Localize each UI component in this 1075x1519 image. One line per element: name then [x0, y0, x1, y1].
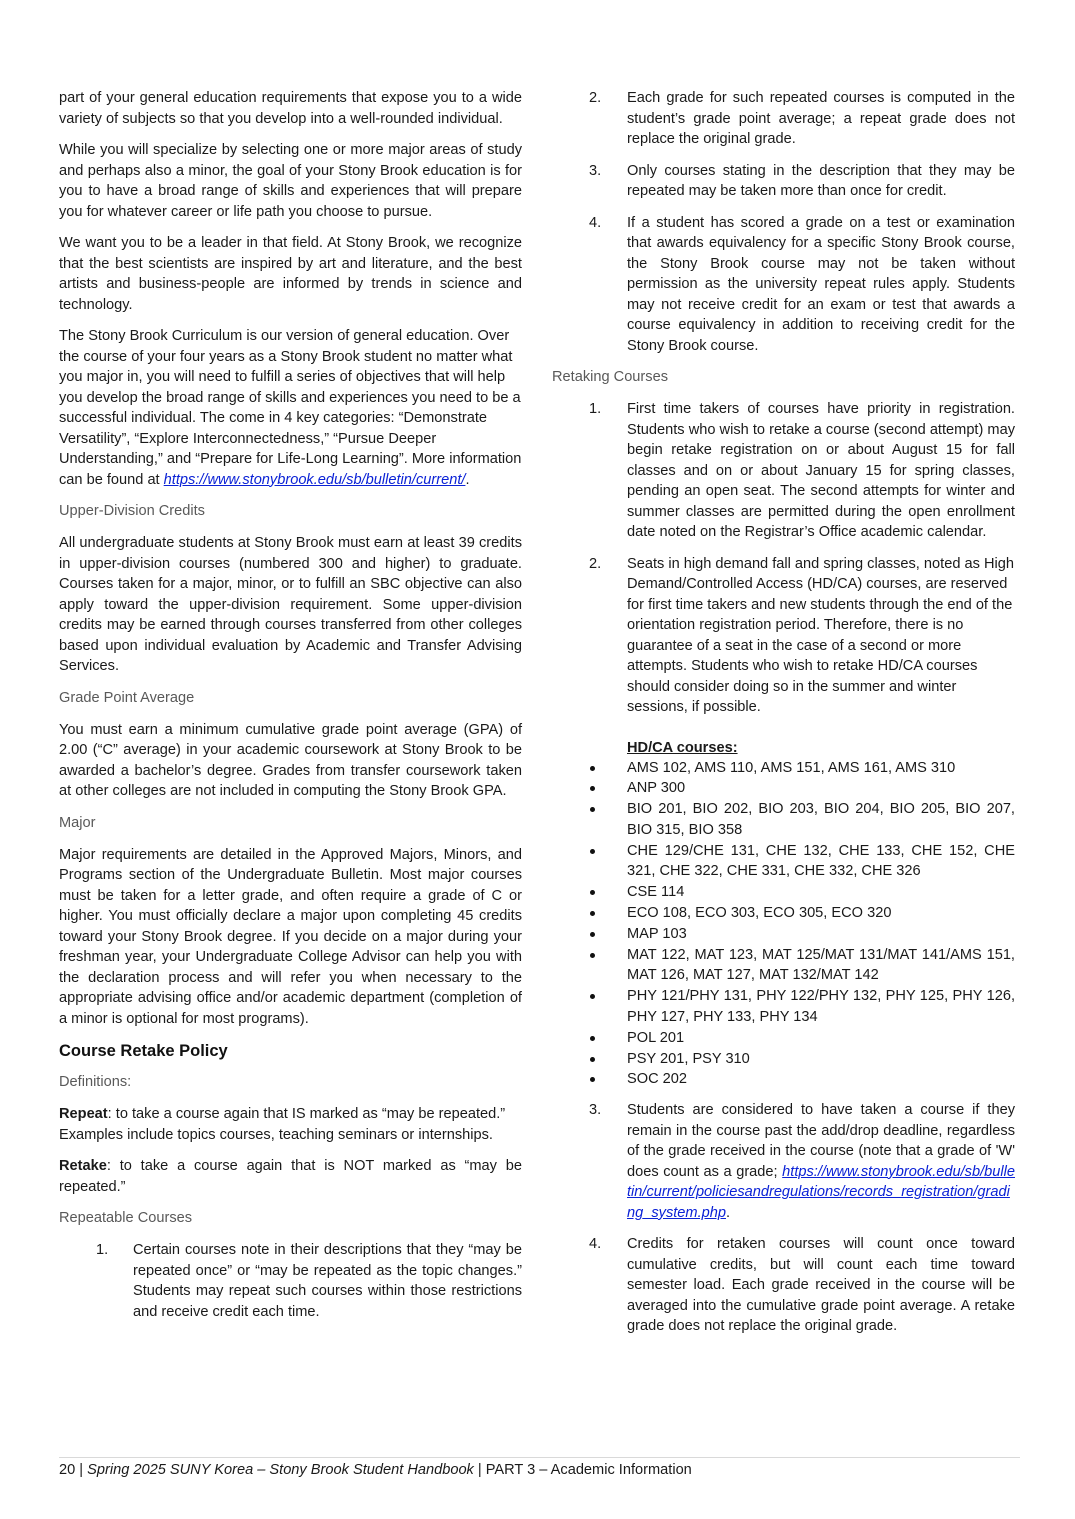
intro-paragraph: We want you to be a leader in that field. At Stony Brook, we recognize that the best scientists are inspired by art and literature, and the best artists and business-people are informed by trends in science and technology. — [59, 235, 522, 313]
bullet-icon — [590, 849, 595, 854]
list-item: 1. First time takers of courses have priority in registration. Students who wish to retake a course (second attempt) may begin retake registration on or about August 15 for fall classes and on or about January 15 for spring classes, pending an open seat. The second attempts for winter and summer classes are permitted during the open enrollment date noted on the Registrar’s Office academic calendar. — [589, 401, 1015, 540]
hdca-course-item: CHE 129/CHE 131, CHE 132, CHE 133, CHE 152, CHE 321, CHE 322, CHE 331, CHE 332, CHE 326 — [552, 841, 1015, 883]
hdca-courses-title: HD/CA courses: — [627, 739, 738, 756]
bullet-icon — [590, 766, 595, 771]
retaking-courses-heading: Retaking Courses — [552, 369, 668, 385]
upper-division-paragraph: All undergraduate students at Stony Brook must earn at least 39 credits in upper-division courses (numbered 300 and higher) to graduate. Courses taken for a major, minor, or to fulfill an SBC objective can also apply toward the upper-division requirement. Some upper-division credits may be earned through courses transferred from other colleges based upon individual evaluation by Academic and Transfer Advising Services. — [59, 535, 522, 674]
grading-system-link[interactable]: https://www.stonybrook.edu/sb/bulletin/current/policiesandregulations/records_registration/grading_system.php — [627, 1163, 1015, 1221]
retaking-courses-list-continued — [552, 1100, 1015, 1337]
footer-divider — [59, 1457, 1020, 1458]
hdca-course-item: MAP 103 — [552, 924, 1015, 945]
hdca-course-item: AMS 102, AMS 110, AMS 151, AMS 161, AMS 310 — [552, 758, 1015, 779]
retake-definition: Retake: to take a course again that is NOT marked as “may be repeated.” — [59, 1158, 522, 1195]
bullet-icon — [590, 786, 595, 791]
list-item: 2. Seats in high demand fall and spring classes, noted as High Demand/Controlled Access (HD/CA) courses, are reserved for first time takers and new students through the end of the orientation registration period. Therefore, there is no guarantee of a seat in the case of a second or more attempts. Students who wish to retake HD/CA courses should consider doing so in the summer and winter sessions, if possible. HD/CA courses: — [589, 555, 1014, 756]
hdca-course-item: SOC 202 — [552, 1069, 1015, 1090]
curriculum-paragraph: The Stony Brook Curriculum is our version of general education. Over the course of your four years as a Stony Brook student no matter what you major in, you will need to fulfill a series of objectives that will help you develop the broad range of skills and experiences you need to be a successful individual. The come in 4 key categories: “Demonstrate Versatility”, “Explore Interconnectedness,” “Pursue Deeper Understanding,” and “Prepare for Life-Long Learning”. More information can be found at https://www.stonybrook.edu/sb/bulletin/current/. — [59, 328, 522, 488]
gpa-paragraph: You must earn a minimum cumulative grade point average (GPA) of 2.00 (“C” average) in your academic coursework at Stony Brook to be awarded a bachelor’s degree. Grades from transfer coursework taken at other colleges are not included in computing the Stony Brook GPA. — [59, 721, 522, 799]
hdca-courses-list — [552, 758, 1015, 1091]
bullet-icon — [590, 994, 595, 999]
intro-paragraph: part of your general education requirements that expose you to a wide variety of subjects so that you develop into a well-rounded individual. — [59, 90, 522, 127]
course-retake-policy-heading: Course Retake Policy — [59, 1042, 228, 1060]
repeatable-courses-list-continued — [552, 88, 1015, 356]
bullet-icon — [590, 911, 595, 916]
bullet-icon — [590, 953, 595, 958]
intro-paragraph: While you will specialize by selecting one or more major areas of study and perhaps also a minor, the goal of your Stony Brook education is for you to have a broad range of skills and experiences that will prepare you for whatever career or life path you choose to pursue. — [59, 142, 522, 220]
list-item: 1. Certain courses note in their descriptions that they “may be repeated once” or “may be repeated as the topic changes.” Students may repeat such courses within those restrictions and receive credit each time. — [96, 1242, 522, 1320]
major-paragraph: Major requirements are detailed in the Approved Majors, Minors, and Programs section of the Undergraduate Bulletin. Most major courses must be taken for a letter grade, and often require a grade of C or higher. You must officially declare a major upon completing 45 credits toward your Stony Brook degree. If you decide on a major during your freshman year, your Undergraduate College Advisor can help you with the declaration process and will refer you when necessary to the appropriate advising office and/or academic department (completion of a minor is optional for most programs). — [59, 846, 522, 1027]
list-item: 4. If a student has scored a grade on a test or examination that awards equivalency for a specific Stony Brook course, the Stony Brook course may not be taken without permission as the university repeat rules apply. Students may not receive credit for an exam or test that awards a course equivalency in addition to receiving credit for the Stony Brook course. — [589, 214, 1015, 354]
list-item: 4. Credits for retaken courses will count once toward cumulative credits, but will count each time toward semester load. Each grade received in the course will be averaged into the cumulative grade point average. A retake grade does not replace the original grade. — [589, 1236, 1015, 1335]
bullet-icon — [590, 1057, 595, 1062]
retake-term: Retake — [59, 1158, 107, 1174]
list-item: 3. Only courses stating in the description that they may be repeated may be taken more than once for credit. — [589, 162, 1015, 199]
hdca-course-item: ANP 300 — [552, 778, 1015, 799]
list-item: 3. Students are considered to have taken a course if they remain in the course past the add/drop deadline, regardless of the grade received in the course (note that a grade of 'W' does count as a grade; https://www.stonybrook.edu/sb/bulletin/current/policiesandregulations/records_registration/grading_system.php. — [589, 1102, 1015, 1221]
bullet-icon — [590, 1077, 595, 1082]
bullet-icon — [590, 807, 595, 812]
definitions-heading: Definitions: — [59, 1074, 132, 1090]
bullet-icon — [590, 932, 595, 937]
gpa-heading: Grade Point Average — [59, 689, 195, 706]
repeat-term: Repeat — [59, 1106, 108, 1122]
bulletin-link[interactable]: https://www.stonybrook.edu/sb/bulletin/current/ — [163, 471, 466, 488]
repeatable-courses-heading: Repeatable Courses — [59, 1210, 193, 1226]
bullet-icon — [590, 1036, 595, 1041]
hdca-course-item: CSE 114 — [552, 882, 1015, 903]
section-title: PART 3 – Academic Information — [485, 1462, 692, 1478]
hdca-course-item: ECO 108, ECO 303, ECO 305, ECO 320 — [552, 903, 1015, 924]
repeat-definition: Repeat: to take a course again that IS marked as “may be repeated.” Examples include topics courses, teaching seminars or internships. — [59, 1106, 506, 1143]
handbook-title: Spring 2025 SUNY Korea – Stony Brook Student Handbook — [87, 1462, 474, 1478]
curriculum-text: The Stony Brook Curriculum is our version of general education. Over the course of your four years as a Stony Brook student no matter what you major in, you will need to fulfill a series of objectives that will help you develop the broad range of skills and experiences you need to be a successful individual. The come in 4 key categories: “Demonstrate Versatility”, “Explore Interconnectedness,” “Pursue Deeper Understanding,” and “Prepare for Life-Long Learning”. More information can be found at — [59, 328, 522, 488]
major-heading: Major — [59, 814, 96, 831]
left-column — [59, 88, 522, 1333]
retaking-courses-list — [552, 399, 1015, 758]
page-footer: 20 | Spring 2025 SUNY Korea – Stony Brook Student Handbook | PART 3 – Academic Information — [59, 1462, 692, 1478]
hdca-course-item: PSY 201, PSY 310 — [552, 1049, 1015, 1070]
hdca-course-item: BIO 201, BIO 202, BIO 203, BIO 204, BIO 205, BIO 207, BIO 315, BIO 358 — [552, 799, 1015, 841]
list-item: 2. Each grade for such repeated courses is computed in the student’s grade point average; a repeat grade does not replace the original grade. — [589, 90, 1015, 147]
hdca-course-item: MAT 122, MAT 123, MAT 125/MAT 131/MAT 141/AMS 151, MAT 126, MAT 127, MAT 132/MAT 142 — [552, 945, 1015, 987]
page-number: 20 — [59, 1462, 76, 1478]
upper-division-heading: Upper-Division Credits — [59, 503, 205, 519]
hdca-course-item: PHY 121/PHY 131, PHY 122/PHY 132, PHY 125, PHY 126, PHY 127, PHY 133, PHY 134 — [552, 986, 1015, 1028]
right-column — [552, 88, 1015, 1348]
repeatable-courses-list — [59, 1240, 522, 1322]
hdca-course-item: POL 201 — [552, 1028, 1015, 1049]
bullet-icon — [590, 890, 595, 895]
